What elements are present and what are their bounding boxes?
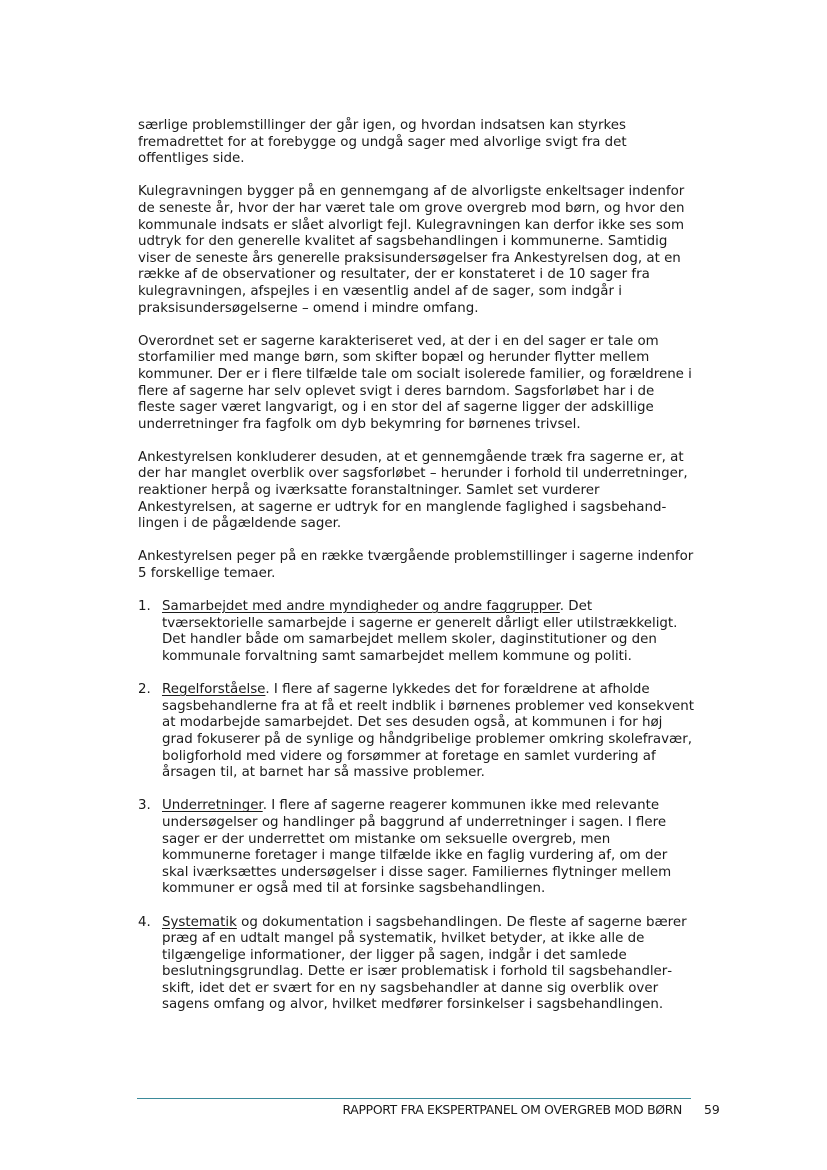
list-item [138,599,694,665]
paragraph-overordnet: Overordnet set er sagerne karakteriseret ved, at der i en del sager er tale om storfamilier med mange børn, som skifter bopæl og herunder flytter mellem kommuner. Der er i flere tilfælde tale om socialt isolerede familier, og forældrene i flere af sagerne har selv oplevet svigt i deres barndom. Sagsforløbet har i de fleste sager været langvarigt, og i en stor del af sagerne ligger der adskillige underretninger fra fagfolk om dyb bekymring for børnenes trivsel. [138,333,692,432]
themes-list [138,599,694,1014]
list-item-body: . Det tværsektorielle samarbejde i sagerne er generelt dårligt eller utilstrækkeligt. Det handler både om samarbejdet mellem skoler, daginstitutioner og den kommunale forvaltning samt samarbejdet mellem kommune og politi. [162,599,678,664]
list-item-number: 1. [138,599,151,615]
list-item-number: 3. [138,798,151,814]
list-item-body: . I flere af sagerne reagerer kommunen ikke med relevante undersøgelser og handlinger på baggrund af underretninger i sagen. I flere sager er der underrettet om mistanke om seksuelle overgreb, men kommunerne foretager i mange tilfælde ikke en faglig vurdering af, om der skal iværksættes undersøgelser i disse sager. Familiernes flytninger mellem kommuner er også med til at forsinke sagsbehandlingen. [162,798,672,897]
paragraph-kulegravning: Kulegravningen bygger på en gennemgang af de alvorligste enkeltsager indenfor de seneste år, hvor der har været tale om grove overgreb mod børn, og hvor den kommunale indsats er slået alvorligt fejl. Kulegravningen kan derfor ikke ses som udtryk for den generelle kvalitet af sagsbehandlingen i kommunerne. Samtidig viser de seneste års generelle praksisundersøgelser fra Ankestyrelsen dog, at en række af de observationer og resultater, der er konstateret i de 10 sager fra kulegravningen, afspejles i en væsentlig andel af de sager, som indgår i praksisundersøgelserne – omend i mindre omfang. [138,184,685,316]
page-number: 59 [704,1102,720,1117]
list-item [138,682,694,782]
list-item-title: Samarbejdet med andre myndigheder og andre faggrupper [162,599,560,615]
list-item-title: Regelforståelse [162,682,266,698]
list-item-number: 4. [138,914,151,930]
footer-divider [137,1098,691,1099]
list-item [138,798,694,898]
page-body [138,118,694,1031]
paragraph-konklusion: Ankestyrelsen konkluderer desuden, at et gennemgående træk fra sagerne er, at der har manglet overblik over sagsforløbet – herunder i forhold til underretninger, reaktioner herpå og iværksatte foranstaltninger. Samlet set vurderer Ankestyrelsen, at sagerne er udtryk for en manglende faglighed i sagsbehandlingen i de pågældende sager. [138,449,688,532]
paragraph-temaer-intro: Ankestyrelsen peger på en række tværgående problemstillinger i sagerne indenfor 5 forskellige temaer. [138,549,694,582]
footer-report-title: RAPPORT FRA EKSPERTPANEL OM OVERGREB MOD BØRN [342,1102,682,1117]
list-item-title: Systematik [162,914,237,930]
paragraph-intro-continuation: særlige problemstillinger der går igen, og hvordan indsatsen kan styrkes fremadrettet for at forebygge og undgå sager med alvorlige svigt fra det offentliges side. [138,118,627,167]
list-item-title: Underretninger [162,798,263,814]
list-item-body: og dokumentation i sagsbehandlingen. De fleste af sagerne bærer præg af en udtalt mangel på systematik, hvilket betyder, at ikke alle de tilgængelige informationer, der ligger på sagen, indgår i det samlede beslutningsgrundlag. Dette er især problematisk i forhold til sagsbehandlerskift, idet det er svært for en ny sagsbehandler at danne sig overblik over sagens omfang og alvor, hvilket medfører forsinkelser i sagsbehandlingen. [162,914,687,1013]
list-item [138,915,694,1015]
list-item-number: 2. [138,682,151,698]
list-item-body: . I flere af sagerne lykkedes det for forældrene at afholde sagsbehandlerne fra at få et reelt indblik i børnenes problemer ved konsekvent at modarbejde samarbejdet. Det ses desuden også, at kommunen i for høj grad fokuserer på de synlige og håndgribelige problemer omkring skolefravær, boligforhold med videre og forsømmer at foretage en samlet vurdering af årsagen til, at barnet har så massive problemer. [162,682,694,781]
